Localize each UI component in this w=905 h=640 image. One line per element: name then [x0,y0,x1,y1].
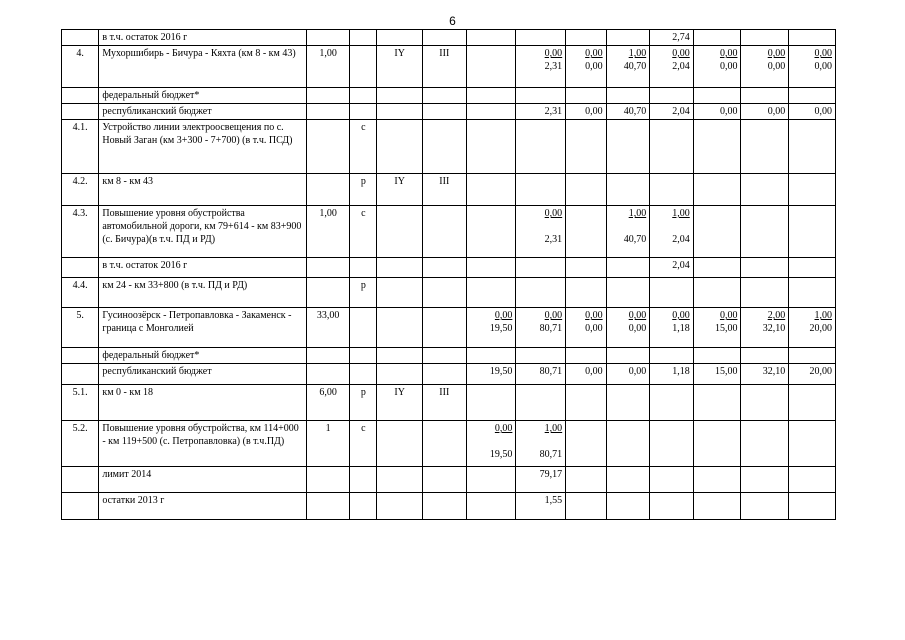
year-value-cell [606,120,650,174]
km-value: 0,00 [672,310,690,321]
row-name: лимит 2014 [99,467,307,493]
table-row [62,258,836,278]
row-number [62,258,99,278]
row-category-from [377,364,423,385]
year-value-cell [789,46,836,88]
year-value-cell [650,206,694,258]
year-value-cell [516,308,566,348]
table-row [62,206,836,258]
km-value: 0,00 [494,423,513,434]
year-value-cell: 1,18 [650,364,694,385]
row-work-type [350,88,377,104]
year-value-cell [606,206,650,258]
year-value-cell [606,421,650,467]
year-value-cell [606,348,650,364]
table-row [62,467,836,493]
amount-value [519,220,562,233]
year-value-cell [789,120,836,174]
amount-value: 1,18 [672,323,690,334]
row-category-to: III [423,46,467,88]
year-value-cell [650,46,694,88]
year-value-cell [693,258,741,278]
year-value-cell [466,46,516,88]
year-value-cell [466,206,516,258]
row-name: км 8 - км 43 [99,174,307,206]
row-name: Повышение уровня обустройства, км 114+000 - км 119+500 (с. Петропавловка) (в т.ч.ПД) [99,421,307,467]
km-value: 1,00 [672,208,690,219]
year-value-cell [789,30,836,46]
row-name: республиканский бюджет [99,364,307,385]
row-number [62,364,99,385]
year-value-cell: 1,55 [516,493,566,520]
table-row [62,174,836,206]
year-value-cell [650,421,694,467]
year-value-cell [466,30,516,46]
year-value-cell: 0,00 [741,104,789,120]
amount-value: 0,00 [628,323,647,334]
row-work-type [350,46,377,88]
year-value-cell [789,348,836,364]
amount-value: 0,00 [585,61,603,72]
row-category-from [377,104,423,120]
year-value-cell [566,467,606,493]
row-name: Мухоршибирь - Бичура - Кяхта (км 8 - км 43) [99,46,307,88]
year-value-cell [466,104,516,120]
row-length [306,467,350,493]
year-value-cell [741,467,789,493]
year-value-cell: 20,00 [789,364,836,385]
row-category-to [423,278,467,308]
year-value-cell [693,385,741,421]
year-value-cell [693,46,741,88]
amount-value [653,220,690,233]
km-value: 1,00 [628,208,647,219]
table-row [62,364,836,385]
year-value-cell [789,206,836,258]
row-work-type: р [350,174,377,206]
amount-value: 32,10 [762,323,786,334]
row-length [306,258,350,278]
year-value-cell [650,467,694,493]
row-name: км 24 - км 33+800 (в т.ч. ПД и РД) [99,278,307,308]
row-length: 1,00 [306,46,350,88]
year-value-cell [516,46,566,88]
row-number [62,493,99,520]
row-length [306,104,350,120]
row-category-to [423,120,467,174]
year-value-cell: 19,50 [466,364,516,385]
year-value-cell [466,308,516,348]
km-value: 1,00 [628,48,647,59]
km-value: 0,00 [719,48,738,59]
year-value-cell [693,120,741,174]
row-number: 4.1. [62,120,99,174]
row-work-type: р [350,278,377,308]
row-category-from [377,88,423,104]
year-value-cell [650,348,694,364]
row-category-to [423,308,467,348]
amount-value: 80,71 [539,323,563,334]
road-program-table [61,29,836,520]
year-value-cell [741,46,789,88]
year-value-cell: 0,00 [566,364,606,385]
row-category-from [377,30,423,46]
row-name: федеральный бюджет* [99,348,307,364]
year-value-cell [650,88,694,104]
row-category-to [423,206,467,258]
row-name: федеральный бюджет* [99,88,307,104]
km-value: 0,00 [719,310,738,321]
row-number: 5. [62,308,99,348]
year-value-cell [789,421,836,467]
km-value: 0,00 [544,208,563,219]
amount-value: 2,04 [672,234,690,245]
year-value-cell [650,174,694,206]
amount-value [519,435,562,448]
row-work-type [350,258,377,278]
year-value-cell [606,493,650,520]
row-category-to [423,348,467,364]
year-value-cell [650,308,694,348]
year-value-cell [516,30,566,46]
year-value-cell [516,278,566,308]
year-value-cell [566,120,606,174]
year-value-cell [789,88,836,104]
year-value-cell [693,421,741,467]
year-value-cell [566,421,606,467]
year-value-cell [466,278,516,308]
year-value-cell [606,308,650,348]
km-value: 0,00 [767,48,786,59]
year-value-cell: 32,10 [741,364,789,385]
table-row [62,30,836,46]
year-value-cell [466,467,516,493]
year-value-cell: 80,71 [516,364,566,385]
year-value-cell [789,174,836,206]
year-value-cell [693,174,741,206]
year-value-cell [466,174,516,206]
year-value-cell: 0,00 [789,104,836,120]
km-value: 1,00 [814,310,832,321]
row-category-from [377,258,423,278]
row-name: республиканский бюджет [99,104,307,120]
year-value-cell [789,467,836,493]
year-value-cell [466,120,516,174]
year-value-cell [741,30,789,46]
year-value-cell: 0,00 [693,104,741,120]
row-number [62,348,99,364]
year-value-cell: 15,00 [693,364,741,385]
row-category-from [377,206,423,258]
year-value-cell [466,385,516,421]
row-number [62,467,99,493]
km-value: 0,00 [544,48,563,59]
row-category-from [377,467,423,493]
year-value-cell [693,308,741,348]
amount-value: 19,50 [489,323,513,334]
km-value: 1,00 [544,423,563,434]
row-work-type: р [350,385,377,421]
row-category-to [423,467,467,493]
row-name: в т.ч. остаток 2016 г [99,30,307,46]
row-category-from: IY [377,385,423,421]
km-value: 0,00 [544,310,563,321]
row-number: 5.1. [62,385,99,421]
row-length [306,364,350,385]
page-number: 6 [449,14,456,28]
year-value-cell [741,174,789,206]
amount-value: 2,31 [544,234,563,245]
row-length [306,88,350,104]
amount-value: 80,71 [539,449,563,460]
year-value-cell [789,278,836,308]
row-name: в т.ч. остаток 2016 г [99,258,307,278]
row-number [62,104,99,120]
table-row [62,493,836,520]
year-value-cell: 0,00 [606,364,650,385]
amount-value: 2,04 [672,61,690,72]
year-value-cell [789,308,836,348]
year-value-cell [566,258,606,278]
year-value-cell [566,88,606,104]
year-value-cell: 2,31 [516,104,566,120]
year-value-cell [516,421,566,467]
year-value-cell [566,385,606,421]
row-category-from [377,493,423,520]
table-row [62,348,836,364]
row-work-type: с [350,120,377,174]
row-category-to [423,364,467,385]
year-value-cell: 40,70 [606,104,650,120]
row-category-to [423,30,467,46]
year-value-cell [606,258,650,278]
row-category-to [423,421,467,467]
year-value-cell [741,258,789,278]
year-value-cell [516,88,566,104]
km-value: 0,00 [628,310,647,321]
year-value-cell [693,467,741,493]
year-value-cell [606,174,650,206]
row-number: 4. [62,46,99,88]
year-value-cell [606,278,650,308]
year-value-cell [566,174,606,206]
year-value-cell [516,206,566,258]
amount-value: 2,31 [544,61,563,72]
year-value-cell [741,88,789,104]
row-category-from: IY [377,46,423,88]
row-length: 1 [306,421,350,467]
year-value-cell [741,278,789,308]
table-body [62,30,836,520]
row-work-type: с [350,421,377,467]
amount-value: 0,00 [814,61,832,72]
table-row [62,308,836,348]
year-value-cell [693,30,741,46]
row-number: 4.4. [62,278,99,308]
row-number: 4.2. [62,174,99,206]
year-value-cell [693,88,741,104]
row-name: км 0 - км 18 [99,385,307,421]
row-name: Гусиноозёрск - Петропавловка - Закаменск - граница с Монголией [99,308,307,348]
year-value-cell [741,120,789,174]
amount-value [470,435,513,448]
year-value-cell [741,493,789,520]
year-value-cell [516,174,566,206]
year-value-cell [741,206,789,258]
row-work-type [350,308,377,348]
amount-value: 0,00 [719,61,738,72]
year-value-cell [466,493,516,520]
year-value-cell [606,385,650,421]
year-value-cell [566,46,606,88]
row-category-to: III [423,174,467,206]
row-length [306,30,350,46]
year-value-cell [516,120,566,174]
row-category-from [377,348,423,364]
row-category-to [423,104,467,120]
table-row [62,88,836,104]
amount-value: 0,00 [767,61,786,72]
year-value-cell [606,88,650,104]
table-row [62,46,836,88]
row-work-type [350,364,377,385]
year-value-cell [650,385,694,421]
amount-value: 15,00 [714,323,738,334]
amount-value [610,220,647,233]
row-category-to [423,493,467,520]
year-value-cell [650,120,694,174]
km-value: 0,00 [814,48,832,59]
row-name: Устройство линии электроосвещения по с. Новый Заган (км 3+300 - 7+700) (в т.ч. ПСД) [99,120,307,174]
row-work-type [350,30,377,46]
year-value-cell [693,493,741,520]
row-category-from [377,120,423,174]
year-value-cell [789,493,836,520]
year-value-cell [789,385,836,421]
year-value-cell [516,258,566,278]
amount-value: 40,70 [623,61,647,72]
year-value-cell [466,258,516,278]
row-length: 6,00 [306,385,350,421]
amount-value: 40,70 [623,234,647,245]
row-category-from [377,421,423,467]
year-value-cell [741,421,789,467]
year-value-cell [789,258,836,278]
year-value-cell [566,278,606,308]
year-value-cell [466,348,516,364]
row-work-type [350,493,377,520]
row-length: 1,00 [306,206,350,258]
row-category-from [377,278,423,308]
table-row [62,385,836,421]
amount-value: 20,00 [809,323,832,334]
year-value-cell [566,348,606,364]
row-work-type [350,348,377,364]
row-category-to [423,88,467,104]
year-value-cell [516,385,566,421]
year-value-cell [516,348,566,364]
amount-value: 19,50 [489,449,513,460]
table-row [62,421,836,467]
year-value-cell [741,308,789,348]
year-value-cell [566,308,606,348]
year-value-cell [650,493,694,520]
year-value-cell [606,30,650,46]
year-value-cell: 79,17 [516,467,566,493]
row-work-type: с [350,206,377,258]
year-value-cell [606,46,650,88]
row-category-to [423,258,467,278]
year-value-cell: 2,04 [650,258,694,278]
amount-value: 0,00 [585,323,603,334]
row-number [62,88,99,104]
year-value-cell [566,30,606,46]
year-value-cell [650,278,694,308]
row-length [306,174,350,206]
year-value-cell [693,206,741,258]
year-value-cell [606,467,650,493]
row-name: остатки 2013 г [99,493,307,520]
table-row [62,104,836,120]
table-row [62,120,836,174]
row-category-from [377,308,423,348]
year-value-cell [566,493,606,520]
year-value-cell [693,348,741,364]
row-length [306,493,350,520]
year-value-cell: 0,00 [566,104,606,120]
row-category-to: III [423,385,467,421]
row-number [62,30,99,46]
year-value-cell [693,278,741,308]
row-number: 4.3. [62,206,99,258]
km-value: 0,00 [585,48,603,59]
row-work-type [350,467,377,493]
row-number: 5.2. [62,421,99,467]
km-value: 0,00 [494,310,513,321]
km-value: 0,00 [585,310,603,321]
row-name: Повышение уровня обустройства автомобильной дороги, км 79+614 - км 83+900 (с. Бичура)(в т.ч. ПД и РД) [99,206,307,258]
row-length [306,278,350,308]
year-value-cell [741,348,789,364]
row-category-from: IY [377,174,423,206]
year-value-cell: 2,74 [650,30,694,46]
table-row [62,278,836,308]
year-value-cell [741,385,789,421]
row-length [306,348,350,364]
year-value-cell [466,421,516,467]
row-work-type [350,104,377,120]
year-value-cell [466,88,516,104]
row-length [306,120,350,174]
year-value-cell [566,206,606,258]
km-value: 0,00 [672,48,690,59]
row-length: 33,00 [306,308,350,348]
km-value: 2,00 [767,310,786,321]
year-value-cell: 2,04 [650,104,694,120]
